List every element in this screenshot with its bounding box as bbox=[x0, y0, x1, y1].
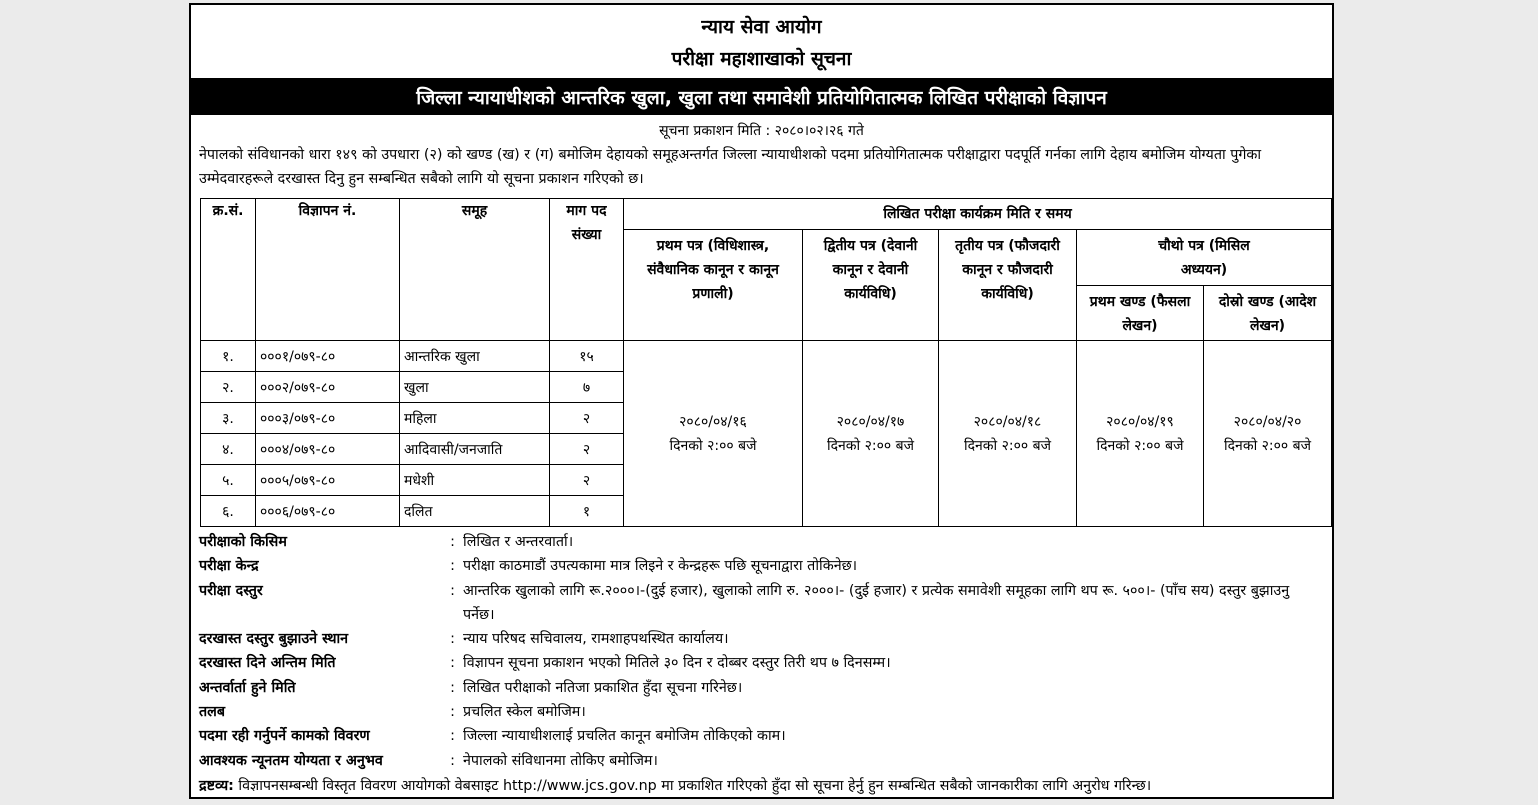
paper3-time: दिनको २:०० बजे bbox=[963, 437, 1052, 454]
header-paper1: प्रथम पत्र (विधिशास्त्र, संवैधानिक कानून र कानून प्रणाली) bbox=[624, 230, 803, 341]
info-value: प्रचलित स्केल बमोजिम। bbox=[463, 703, 586, 720]
info-label: दरखास्त दस्तुर बुझाउने स्थान bbox=[199, 630, 349, 647]
info-value: आन्तरिक खुलाको लागि रू.२०००।-(दुई हजार), खुलाको लागि रु. २०००।- (दुई हजार) र प्रत्येक समावेशी समूहका लागि थप रू. ५००।- (पाँच सय) दस्तुर बुझाउनु पर्नेछ। bbox=[463, 582, 1290, 623]
row-sn: ५. bbox=[201, 465, 256, 496]
header-group: समूह bbox=[400, 199, 550, 341]
row-adno: ०००१/०७९-८० bbox=[256, 341, 400, 372]
info-label: आवश्यक न्यूनतम योग्यता र अनुभव bbox=[199, 752, 383, 769]
header-paper2: द्वितीय पत्र (देवानी कानून र देवानी कार्यविधि) bbox=[803, 230, 939, 341]
paper2-time: दिनको २:०० बजे bbox=[826, 437, 915, 454]
row-group: महिला bbox=[400, 403, 550, 434]
paper4-part1-date-value: २०८०/०४/१९ bbox=[1106, 413, 1174, 430]
header-paper4: चौथो पत्र (मिसिल अध्ययन) bbox=[1077, 230, 1332, 286]
footnote-label: द्रष्टव्य: bbox=[199, 778, 234, 794]
info-value: जिल्ला न्यायाधीशलाई प्रचलित कानून बमोजिम तोकिएको काम। bbox=[463, 728, 786, 745]
publication-date: सूचना प्रकाशन मिति : २०८०।०२।२६ गते bbox=[659, 123, 864, 139]
header-schedule: लिखित परीक्षा कार्यक्रम मिति र समय bbox=[624, 199, 1332, 230]
info-value: लिखित परीक्षाको नतिजा प्रकाशित हुँदा सूचना गरिनेछ। bbox=[463, 679, 743, 696]
info-label: परीक्षा दस्तुर bbox=[199, 582, 263, 599]
info-row: पदमा रही गर्नुपर्ने कामको विवरण : जिल्ला न्यायाधीशलाई प्रचलित कानून बमोजिम तोकिएको काम। bbox=[199, 724, 1329, 748]
info-label: परीक्षाको किसिम bbox=[199, 534, 287, 550]
row-adno: ०००२/०७९-८० bbox=[256, 372, 400, 403]
intro-paragraph: नेपालको संविधानको धारा १४९ को उपधारा (२) को खण्ड (ख) र (ग) बमोजिम देहायको समूहअन्तर्गत जिल्ला न्यायाधीशको पदमा प्रतियोगितात्मक परीक्षाद्वारा पदपूर्ति गर्नका लागि देहाय बमोजिम योग्यता पुगेका उम्मेदवारहरूले दरखास्त दिनु हुन सम्बन्धित सबैको लागि यो सूचना प्रकाशन गरिएको छ। bbox=[199, 147, 1262, 187]
footnote bbox=[199, 774, 1326, 798]
row-posts: २ bbox=[550, 465, 624, 496]
info-row: अन्तर्वार्ता हुने मिति : लिखित परीक्षाको नतिजा प्रकाशित हुँदा सूचना गरिनेछ। bbox=[199, 676, 1329, 700]
paper4-part2-time: दिनको २:०० बजे bbox=[1223, 437, 1312, 454]
info-label: तलब bbox=[199, 703, 226, 720]
row-adno: ०००६/०७९-८० bbox=[256, 496, 400, 527]
header-paper4-part2: दोस्रो खण्ड (आदेश लेखन) bbox=[1204, 286, 1332, 341]
row-posts: ७ bbox=[550, 372, 624, 403]
row-group: आदिवासी/जनजाति bbox=[400, 434, 550, 465]
paper2-date-value: २०८०/०४/१७ bbox=[836, 413, 905, 430]
row-adno: ०००४/०७९-८० bbox=[256, 434, 400, 465]
info-value: नेपालको संविधानमा तोकिए बमोजिम। bbox=[463, 752, 658, 769]
paper3-date bbox=[939, 341, 1077, 527]
header-adno: विज्ञापन नं. bbox=[256, 199, 400, 341]
info-value: परीक्षा काठमाडौं उपत्यकामा मात्र लिइने र केन्द्रहरू पछि सूचनाद्वारा तोकिनेछ। bbox=[463, 558, 858, 575]
row-group: आन्तरिक खुला bbox=[400, 341, 550, 372]
notice-subtitle: परीक्षा महाशाखाको सूचना bbox=[671, 48, 852, 70]
info-row: दरखास्त दिने अन्तिम मिति : विज्ञापन सूचना प्रकाशन भएको मितिले ३० दिन र दोब्बर दस्तुर तिरी थप ७ दिनसम्म। bbox=[199, 651, 1329, 675]
paper4-part1-date bbox=[1077, 341, 1204, 527]
organization-title: न्याय सेवा आयोग bbox=[701, 16, 822, 38]
info-label: दरखास्त दिने अन्तिम मिति bbox=[199, 655, 336, 672]
header-paper3: तृतीय पत्र (फौजदारी कानून र फौजदारी कार्यविधि) bbox=[939, 230, 1077, 341]
notice-document bbox=[189, 3, 1334, 799]
paper4-part2-date-value: २०८०/०४/२० bbox=[1233, 413, 1302, 430]
info-row: परीक्षा केन्द्र : परीक्षा काठमाडौं उपत्यकामा मात्र लिइने र केन्द्रहरू पछि सूचनाद्वारा तोकिनेछ। bbox=[199, 554, 1329, 578]
info-row: आवश्यक न्यूनतम योग्यता र अनुभव : नेपालको संविधानमा तोकिए बमोजिम। bbox=[199, 749, 1329, 773]
exam-details bbox=[199, 530, 1329, 773]
row-sn: ४. bbox=[201, 434, 256, 465]
info-row: परीक्षाको किसिम : लिखित र अन्तरवार्ता। bbox=[199, 530, 1329, 554]
row-group: खुला bbox=[400, 372, 550, 403]
paper3-date-value: २०८०/०४/१८ bbox=[973, 413, 1042, 430]
row-group: दलित bbox=[400, 496, 550, 527]
paper1-date bbox=[624, 341, 803, 527]
paper1-time: दिनको २:०० बजे bbox=[669, 437, 757, 454]
paper4-part2-date bbox=[1204, 341, 1332, 527]
header-sn: क्र.सं. bbox=[201, 199, 256, 341]
header-posts: माग पद संख्या bbox=[550, 199, 624, 341]
paper1-date-value: २०८०/०४/१६ bbox=[679, 413, 747, 430]
advertisement-banner bbox=[191, 78, 1332, 115]
row-adno: ०००३/०७९-८० bbox=[256, 403, 400, 434]
row-sn: १. bbox=[201, 341, 256, 372]
footnote-text: विज्ञापनसम्बन्धी विस्तृत विवरण आयोगको वेबसाइट http://www.jcs.gov.np मा प्रकाशित गरिएको हुँदा सो सूचना हेर्नु हुन सम्बन्धित सबैको जानकारीका लागि अनुरोध गरिन्छ। bbox=[238, 778, 1152, 794]
row-group: मधेशी bbox=[400, 465, 550, 496]
row-posts: १ bbox=[550, 496, 624, 527]
row-sn: ६. bbox=[201, 496, 256, 527]
row-posts: २ bbox=[550, 434, 624, 465]
row-adno: ०००५/०७९-८० bbox=[256, 465, 400, 496]
info-label: परीक्षा केन्द्र bbox=[199, 558, 259, 575]
table-row bbox=[201, 341, 1332, 372]
info-label: पदमा रही गर्नुपर्ने कामको विवरण bbox=[199, 728, 370, 745]
header-paper4-part1: प्रथम खण्ड (फैसला लेखन) bbox=[1077, 286, 1204, 341]
row-posts: १५ bbox=[550, 341, 624, 372]
paper2-date bbox=[803, 341, 939, 527]
info-value: विज्ञापन सूचना प्रकाशन भएको मितिले ३० दिन र दोब्बर दस्तुर तिरी थप ७ दिनसम्म। bbox=[463, 655, 891, 672]
paper4-part1-time: दिनको २:०० बजे bbox=[1096, 437, 1184, 454]
row-posts: २ bbox=[550, 403, 624, 434]
info-row: परीक्षा दस्तुर : आन्तरिक खुलाको लागि रू.२०००।-(दुई हजार), खुलाको लागि रु. २०००।- (दुई हजार) र प्रत्येक समावेशी समूहका लागि थप रू. ५००।- (पाँच सय) दस्तुर बुझाउनु पर्नेछ। bbox=[199, 579, 1329, 627]
info-value: न्याय परिषद सचिवालय, रामशाहपथस्थित कार्यालय। bbox=[463, 630, 729, 647]
row-sn: ३. bbox=[201, 403, 256, 434]
row-sn: २. bbox=[201, 372, 256, 403]
info-row: तलब : प्रचलित स्केल बमोजिम। bbox=[199, 700, 1329, 724]
info-row: दरखास्त दस्तुर बुझाउने स्थान : न्याय परिषद सचिवालय, रामशाहपथस्थित कार्यालय। bbox=[199, 627, 1329, 651]
banner-text: जिल्ला न्यायाधीशको आन्तरिक खुला, खुला तथा समावेशी प्रतियोगितात्मक लिखित परीक्षाको विज्ञापन bbox=[416, 86, 1107, 109]
info-value: लिखित र अन्तरवार्ता। bbox=[463, 534, 574, 550]
exam-schedule-table bbox=[200, 198, 1332, 527]
info-label: अन्तर्वार्ता हुने मिति bbox=[199, 679, 296, 696]
